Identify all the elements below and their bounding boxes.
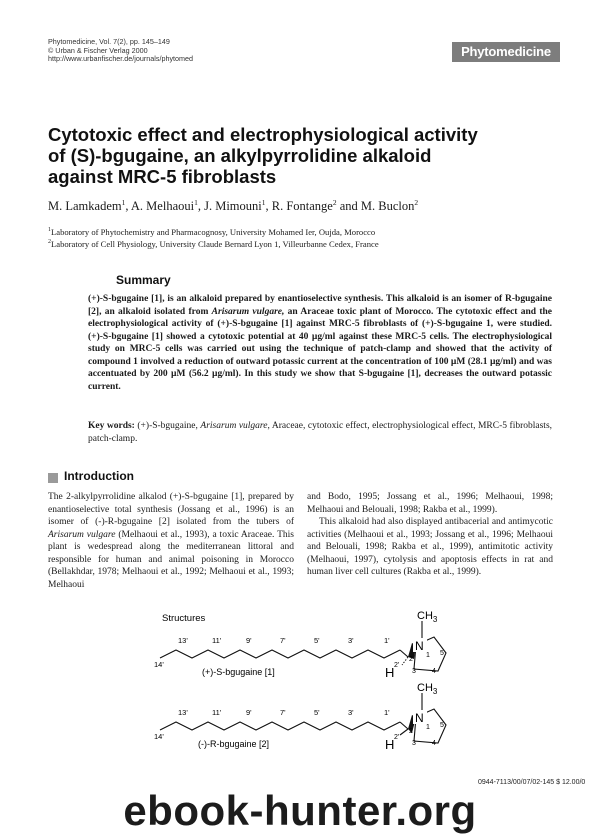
author-separator: , [197,199,205,214]
alkyl-chain-2 [160,722,400,730]
chain-carbon-label: 9' [246,636,252,645]
affiliation-number: 2 [48,239,51,246]
title-line-3: against MRC-5 fibroblasts [48,166,277,187]
author-name: A. Melhaoui [130,199,195,214]
author-separator: , [125,199,131,214]
compound-1-name: (+)-S-bgugaine [1] [202,667,275,677]
introduction-heading: Introduction [64,469,134,483]
author-name: M. Lamkadem [48,199,122,214]
chain-carbon-label: 3' [348,636,354,645]
author-name: R. Fontange [271,199,333,214]
author-affiliation-mark: 1 [261,198,266,207]
nitrogen-atom: N [415,711,424,725]
methyl-ch: CH [417,610,433,622]
chain-carbon-label: 5' [314,708,320,717]
journal-url: http://www.urbanfischer.de/journals/phytomed [48,54,194,64]
journal-citation [48,38,193,64]
ring-number: 1 [426,652,430,659]
intro-paragraph-2: This alkaloid had also displayed antibacerial and antimycotic activities (Melhaoui et al., 1993; Jossang et al., 1996; Melhaoui and Belouali, 1998; Rakba et al., 1999), antimitotic activity (Melhaoui, 1997), cytolysis and apoptosis effects in rat and human liver cell cultures (Rakba et al., 1999). [307,517,553,577]
intro-paragraph [48,491,294,591]
author-affiliation-mark: 2 [414,198,419,207]
intro-text-a: The 2-alkylpyrrolidine alkalod (+)-S-bgugaine [1], prepared by enantioselective total synthesis (Jossang et al., 1996) is an isomer of (-)-R-bgugaine [2] isolated from the tubers of [48,492,294,527]
summary-part-1: (+)-S-bgugaine [1], is an alkaloid prepared by enantioselective synthesis. This alkaloid is an isomer of R-bgugaine [2], an alkaloid isolated from [88,294,552,317]
methyl-group [417,610,438,624]
keywords-part-2: , Araceae, cytotoxic effect, electrophysiological effect, MRC-5 fibroblasts, patch-clamp. [88,421,553,444]
bond [400,722,408,729]
chain-carbon-label: 7' [280,708,286,717]
chain-carbon-label: 11' [212,708,222,717]
chain-carbon-label: 5' [314,636,320,645]
ring-number: 5 [440,650,444,657]
keywords [88,420,552,445]
compound-2-name: (-)-R-bgugaine [2] [198,739,270,749]
chain-carbon-label: 1' [384,708,390,717]
journal-volume-line: Phytomedicine, Vol. 7(2), pp. 145–149 [48,37,170,46]
title-line-1: Cytotoxic effect and electrophysiological activity [48,124,478,145]
summary-heading: Summary [116,273,171,287]
hash-bond [402,657,408,665]
author-name: M. Buclon [360,199,415,214]
ring-number: 4 [432,668,436,675]
summary-part-2: an Araceae toxic plant of Morocco. The cytotoxic effect and the electrophysiological activity of (+)-S-bgugaine [1] against MRC-5 fibroblasts of (+)-S-bgugaine 1, were studied. (+)-S-bgugaine [1] showed a cytotoxic potential at 40 µg/ml against these MRC-5 cells. The electrophysiological study on MRC-5 cells was carried out using the technique of patch-clamp and showed that the activity of compound 1 involved a reduction of outward potassic current at the concentration of 100 µM (28.1 µg/ml) and was accentuated by 200 µM (56.2 µg/ml). In this study we show that S-bgugaine [1], decreases the outward potassic current. [88,306,553,392]
watermark: ebook-hunter.org [123,787,477,834]
keywords-part-1: (+)-S-bgugaine, [134,421,201,431]
hydrogen-atom: H [385,737,395,752]
chemical-structures-figure [150,605,570,775]
author-name: J. Mimouni [204,199,262,214]
summary-text [88,293,552,393]
author-affiliation-mark: 1 [121,198,126,207]
ring-number: 2 [409,656,413,663]
chain-carbon-label: 11' [212,636,222,645]
affiliation-number: 1 [48,227,51,234]
ring-number: 3 [412,668,416,675]
affiliation-1 [48,227,375,237]
structures-label: Structures [162,613,206,624]
hydrogen-atom: H [385,665,395,680]
methyl-ch: CH [417,682,433,694]
chain-end-label: 14' [154,660,164,669]
chain-carbon-label: 1' [384,636,390,645]
author-separator: and [336,199,361,214]
chain-end-label: 14' [154,732,164,741]
title-line-2: of (S)-bgugaine, an alkylpyrrolidine alkaloid [48,145,432,166]
chain-carbon-label: 13' [178,636,188,645]
author-list [48,198,418,214]
c2-label: 2' [394,662,400,669]
journal-brand-badge: Phytomedicine [452,42,560,62]
affiliation-text: Laboratory of Phytochemistry and Pharmacognosy, University Mohamed Ier, Oujda, Morocco [51,227,376,237]
chain-carbon-label: 7' [280,636,286,645]
bond-to-h [400,729,408,735]
methyl-subscript: 3 [432,615,438,624]
ring-number: 4 [432,740,436,747]
c2-label: 2' [394,734,400,741]
article-title [48,124,548,187]
chain-carbon-label: 9' [246,708,252,717]
ring-number: 2 [409,728,413,735]
bond [400,650,408,657]
summary-species-name: Arisarum vulgare, [211,306,285,317]
keywords-label: Key words: [88,421,135,431]
methyl-subscript: 3 [432,687,438,696]
article-code: 0944-7113/00/07/02-145 $ 12.00/0 [478,779,586,786]
ring-number: 5 [440,722,444,729]
nitrogen-atom: N [415,639,424,653]
compound-2-structure [154,682,446,752]
ring-number: 3 [412,740,416,747]
intro-column-left [48,491,294,591]
author-affiliation-mark: 2 [332,198,337,207]
chain-carbon-label: 3' [348,708,354,717]
intro-paragraph-cont: and Bodo, 1995; Jossang et al., 1996; Melhaoui, 1998; Melhaoui and Belouali, 1998; Rakba et al., 1999). [307,492,553,515]
affiliation-text: Laboratory of Cell Physiology, University Claude Bernard Lyon 1, Villeurbanne Cedex, France [51,239,379,249]
section-marker-icon [48,473,58,483]
intro-column-right [307,491,553,579]
ring-number: 1 [426,724,430,731]
publisher-line: © Urban & Fischer Verlag 2000 [48,45,148,55]
intro-species: Arisarum vulgare [48,529,116,540]
author-affiliation-mark: 1 [194,198,198,207]
author-separator: , [265,199,272,214]
methyl-group [417,682,438,696]
intro-text-b: (Melhaoui et al., 1993), a toxic Araceae. This plant is wedespread along the mediterranean littoral and responsible for human and animal poisoning in Morocco (Bellakhdar, 1978; Melhaoui et al., 1992; Melhaoui et al., 1993; Melhaoui [48,529,294,590]
chain-carbon-label: 13' [178,708,188,717]
alkyl-chain-1 [160,650,400,658]
keywords-species: Arisarum vulgare [200,421,268,431]
affiliation-2 [48,239,379,249]
